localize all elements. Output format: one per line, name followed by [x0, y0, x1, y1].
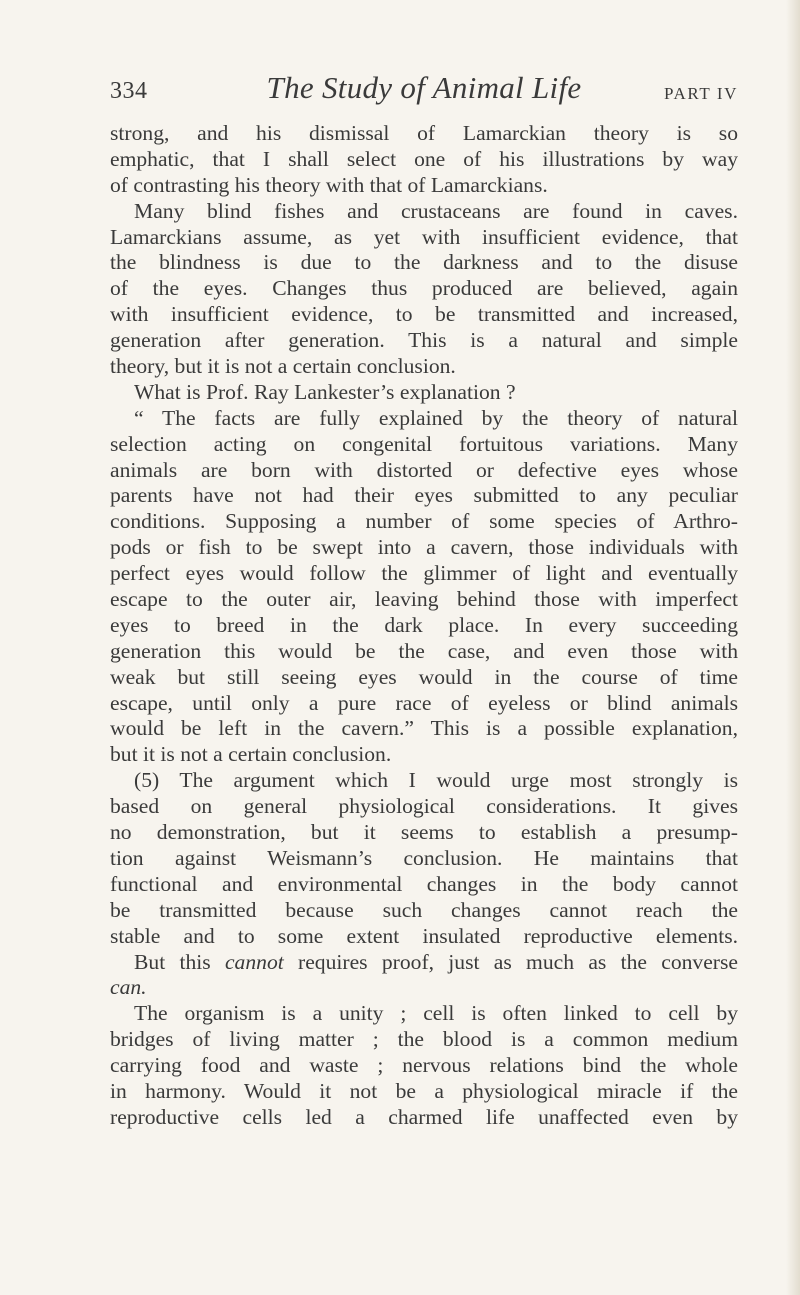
emphasis: can.: [110, 975, 147, 1000]
text-line: would be left in the cavern.” This is a possible explanation,: [110, 716, 738, 741]
running-title: The Study of Animal Life: [266, 70, 582, 105]
text-line: the blindness is due to the darkness and to the disuse: [110, 250, 738, 275]
text-line: parents have not had their eyes submitted to any peculiar: [110, 483, 738, 508]
text-line: strong, and his dismissal of Lamarckian theory is so: [110, 121, 738, 145]
page-edge-shadow: [786, 0, 800, 1295]
text-line: of contrasting his theory with that of Lamarckians.: [110, 172, 548, 197]
text-line: theory, but it is not a certain conclusion.: [110, 354, 456, 379]
part-label: PART IV: [664, 84, 738, 103]
text-line: pods or fish to be swept into a cavern, those individuals with: [110, 535, 738, 560]
text-line: be transmitted because such changes cannot reach the: [110, 897, 738, 922]
text-line: no demonstration, but it seems to establish a presump-: [110, 820, 738, 845]
text-line: (5) The argument which I would urge most strongly is: [134, 768, 738, 793]
text-line: [110, 975, 738, 1001]
running-header: [110, 70, 738, 112]
text-line: stable and to some extent insulated reproductive elements.: [110, 923, 738, 948]
text-line: based on general physiological considerations. It gives: [110, 794, 738, 819]
text-line: in harmony. Would it not be a physiological miracle if the: [110, 1078, 738, 1103]
body-text: [110, 121, 738, 1131]
text-line: tion against Weismann’s conclusion. He maintains that: [110, 845, 738, 870]
text-line: perfect eyes would follow the glimmer of light and eventually: [110, 561, 738, 586]
emphasis: cannot: [224, 949, 284, 974]
text-line: animals are born with distorted or defective eyes whose: [110, 457, 738, 482]
text-line: weak but still seeing eyes would in the course of time: [110, 664, 738, 689]
text-line: What is Prof. Ray Lankester’s explanation ?: [134, 379, 516, 404]
text-line: conditions. Supposing a number of some species of Arthro-: [110, 509, 738, 534]
text-line: escape to the outer air, leaving behind those with imperfect: [110, 587, 738, 612]
text-line: The organism is a unity ; cell is often linked to cell by: [134, 1001, 738, 1026]
text-line: generation this would be the case, and even those with: [110, 638, 738, 663]
text-line: with insufficient evidence, to be transmitted and increased,: [110, 302, 738, 327]
text-line: reproductive cells led a charmed life unaffected even by: [110, 1104, 738, 1129]
text-line: Lamarckians assume, as yet with insufficient evidence, that: [110, 224, 738, 249]
text-line: emphatic, that I shall select one of his illustrations by way: [110, 146, 738, 171]
text-line: but it is not a certain conclusion.: [110, 742, 392, 767]
text-line: Many blind fishes and crustaceans are found in caves.: [134, 198, 738, 223]
text-line: But this cannot requires proof, just as much as the converse: [134, 949, 738, 974]
text-line: bridges of living matter ; the blood is a common medium: [110, 1027, 738, 1052]
text-line: eyes to breed in the dark place. In every succeeding: [110, 612, 738, 637]
text-line: carrying food and waste ; nervous relations bind the whole: [110, 1053, 738, 1078]
text-line: functional and environmental changes in the body cannot: [110, 871, 738, 896]
text-line: escape, until only a pure race of eyeless or blind animals: [110, 690, 738, 715]
page-number: 334: [110, 78, 148, 104]
text-line: “ The facts are fully explained by the theory of natural: [134, 405, 738, 430]
text-line: selection acting on congenital fortuitous variations. Many: [110, 431, 738, 456]
text-line: of the eyes. Changes thus produced are believed, again: [110, 276, 738, 301]
text-line: generation after generation. This is a natural and simple: [110, 328, 738, 353]
